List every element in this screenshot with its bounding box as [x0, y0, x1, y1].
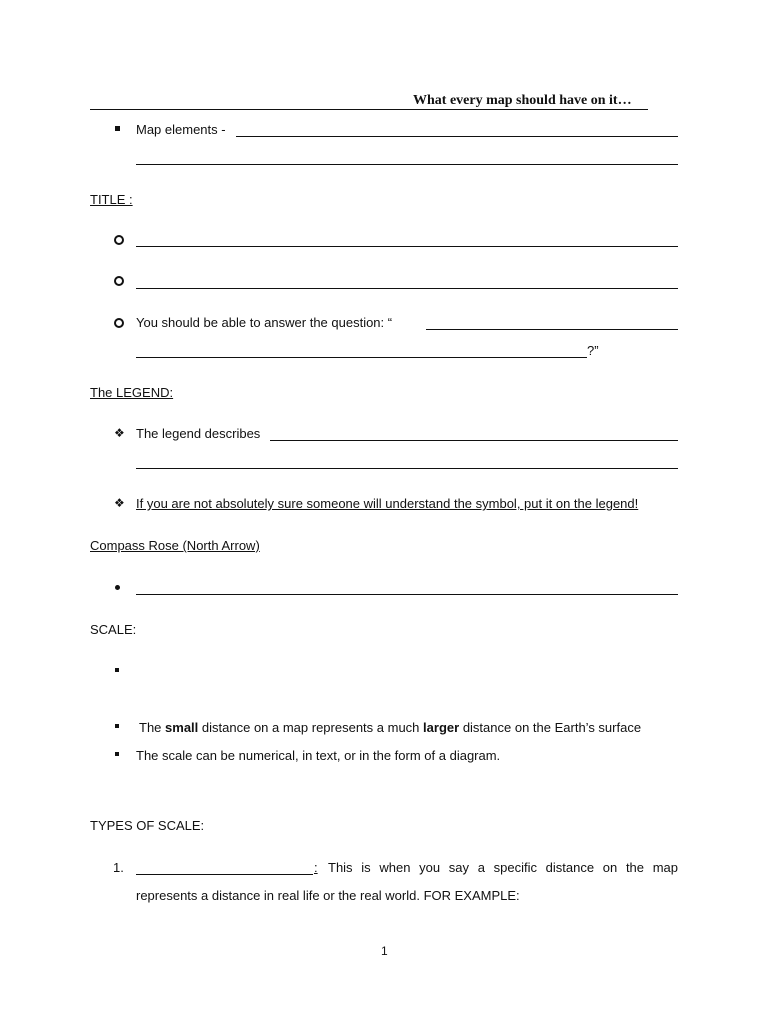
types-item-1-text-2: represents a distance in real life or the real world. FOR EXAMPLE: — [136, 888, 520, 903]
square-bullet-icon — [115, 126, 120, 131]
title-section-heading: TITLE : — [90, 192, 133, 207]
title-question-text: You should be able to answer the question: “ — [136, 315, 393, 330]
title-question-blank-1 — [426, 329, 678, 330]
legend-note: If you are not absolutely sure someone will understand the symbol, put it on the legend! — [136, 496, 639, 511]
page-number: 1 — [381, 944, 388, 958]
square-bullet-icon — [115, 724, 119, 728]
ring-bullet-icon — [114, 235, 124, 245]
map-elements-label: Map elements - — [136, 122, 226, 137]
page-title: What every map should have on it… — [413, 93, 632, 108]
scale-bullet-2: The scale can be numerical, in text, or in the form of a diagram. — [136, 748, 501, 763]
legend-describes-text: The legend describes — [136, 426, 261, 441]
legend-section-heading: The LEGEND: — [90, 385, 174, 400]
legend-describes-blank-2 — [136, 468, 678, 469]
scale-bullet-1 — [139, 720, 641, 735]
title-question-end: ?” — [587, 343, 599, 358]
map-elements-blank-1 — [236, 136, 678, 137]
square-bullet-icon — [115, 668, 119, 672]
round-bullet-icon — [115, 585, 120, 590]
scale-bullet-1-small: small — [165, 720, 199, 735]
types-item-1-blank — [136, 874, 313, 875]
map-elements-blank-2 — [136, 164, 678, 165]
header-title-line — [90, 109, 648, 110]
title-question-blank-2 — [136, 357, 587, 358]
scale-bullet-1-mid: distance on a map represents a much — [201, 720, 420, 735]
scale-bullet-1-larger: larger — [423, 720, 460, 735]
ring-bullet-icon — [114, 276, 124, 286]
title-blank-1 — [136, 246, 678, 247]
scale-bullet-1-post: distance on the Earth’s surface — [462, 720, 642, 735]
diamond-bullet-icon: ❖ — [114, 426, 125, 440]
types-item-1-colon: : — [314, 860, 318, 875]
legend-describes-blank-1 — [270, 440, 678, 441]
compass-blank — [136, 594, 678, 595]
square-bullet-icon — [115, 752, 119, 756]
diamond-bullet-icon: ❖ — [114, 496, 125, 510]
title-blank-2 — [136, 288, 678, 289]
scale-section-heading: SCALE: — [90, 622, 137, 637]
types-item-1-text-1: This is when you say a specific distance on the map — [328, 860, 678, 875]
types-item-1-number: 1. — [113, 860, 124, 875]
ring-bullet-icon — [114, 318, 124, 328]
scale-bullet-1-pre: The — [139, 720, 162, 735]
compass-section-heading: Compass Rose (North Arrow) — [90, 538, 260, 553]
types-section-heading: TYPES OF SCALE: — [90, 818, 205, 833]
